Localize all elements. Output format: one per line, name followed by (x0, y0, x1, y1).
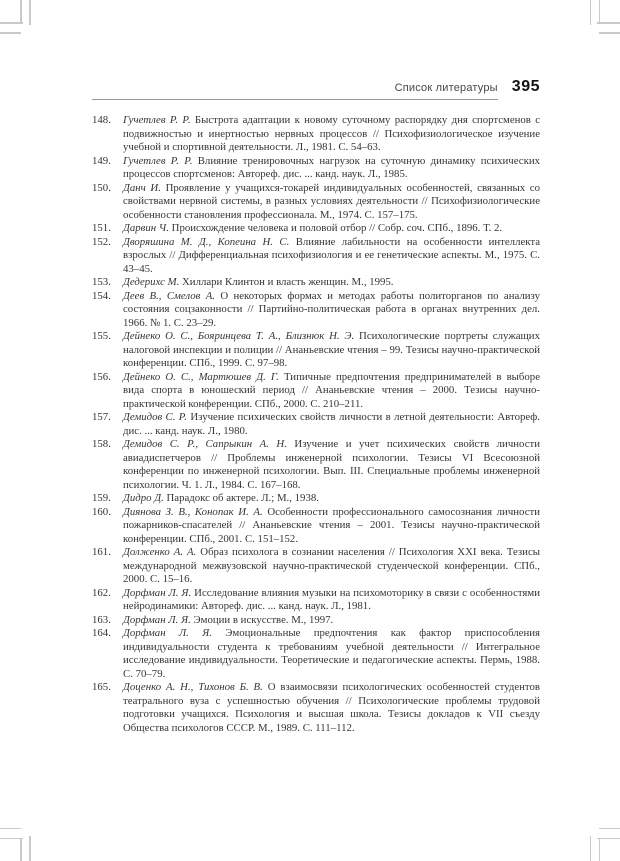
reference-text: Эмоции в искусстве. М., 1997. (193, 613, 334, 626)
reference-text: Типичные предпочтения предпринимателей в выборе вида спорта в юношеский период // Ананьевские чтения – 2000. Тезисы научно-практической конференции. СПб., 2000. С. 210–211. (123, 370, 541, 410)
reference-item (92, 614, 540, 628)
reference-item (92, 506, 540, 547)
reference-item (92, 492, 540, 506)
reference-authors: Дейнеко О. С., Бояринцева Т. А., Близнюк Н. Э. (123, 330, 355, 342)
reference-text: Хиллари Клинтон и власть женщин. М., 1995. (182, 276, 394, 288)
crop-mark-bottom-right-vertical (599, 838, 601, 861)
reference-item (92, 546, 540, 587)
reference-number: 160. (92, 505, 111, 518)
reference-number: 151. (92, 222, 111, 234)
reference-item (92, 438, 540, 492)
reference-text: Быстрота адаптации к новому суточному распорядку дня спортсменов с подвижностью и инертностью нервных процессов // Психофизиологическое изучение учебной и спортивной деятельности. Л., 1981. С. 54–63. (123, 114, 540, 153)
reference-authors: Диянова З. В., Конопак И. А. (123, 505, 263, 518)
reference-authors: Дидро Д. (123, 492, 164, 504)
reference-item (92, 411, 540, 438)
reference-number: 152. (92, 235, 111, 248)
reference-text: Влияние лабильности на особенности интеллекта взрослых // Дифференциальная психофизиология и ее генетические аспекты. М., 1975. С. 43–45. (123, 235, 540, 275)
crop-mark-top-right-vertical (599, 0, 601, 23)
reference-authors: Дейнеко О. С., Мартюшев Д. Г. (123, 370, 279, 383)
crop-mark-top-left-vertical (20, 0, 22, 23)
crop-mark-bottom-left-horizontal (0, 838, 23, 840)
reference-item (92, 114, 540, 155)
reference-text: О взаимосвязи психологических особенностей студентов театрального вуза с успешностью обучения // Психологические проблемы трудовой подготовки учащихся. Психология и высшая школа. Тезисы докладов к VII съезду Общества психологов СССР. М., 1989. С. 111–112. (123, 681, 541, 734)
reference-number: 165. (92, 681, 111, 693)
reference-item (92, 182, 540, 223)
reference-text: Изучение психических свойств личности в летной деятельности: Автореф. дис. ... канд. наук. Л., 1980. (123, 411, 541, 437)
reference-item (92, 222, 540, 236)
reference-text: Проявление у учащихся-токарей индивидуальных особенностей, связанных со свойствами нервной системы, в разных условиях деятельности // Психофизиологические особенности становления профессионала. М., 1974. С. 157–175. (123, 181, 540, 221)
reference-text: Особенности профессионального самосознания личности пожарников-спасателей // Ананьевские чтения – 2001. Тезисы научно-практической конференции. СПб., 2001. С. 151–152. (123, 505, 541, 545)
crop-mark-top-right-horizontal-offset (599, 32, 620, 34)
crop-mark-bottom-right-horizontal-offset (599, 828, 620, 830)
page-header (92, 78, 540, 100)
reference-item (92, 587, 540, 614)
crop-mark-top-left-horizontal-offset (0, 32, 21, 34)
reference-number: 149. (92, 154, 111, 167)
reference-item (92, 681, 540, 735)
reference-authors: Дворяшина М. Д., Копеина Н. С. (123, 235, 290, 248)
reference-number: 148. (92, 114, 111, 126)
reference-authors: Дорфман Л. Я. (123, 613, 191, 626)
reference-authors: Деев В., Смелов А. (123, 289, 215, 302)
reference-authors: Гучетлев Р. Р. (123, 114, 191, 126)
reference-item (92, 276, 540, 290)
reference-text: Изучение и учет психических свойств личности авиадиспетчеров // Проблемы инженерной психологии. Тезисы VI Всесоюзной конференции по инженерной психологии. Вып. III. Специальные проблемы инженерной психологии. Ч. 1. Л., 1984. С. 167–168. (123, 438, 540, 491)
crop-mark-bottom-left-vertical-offset (29, 836, 31, 861)
reference-item (92, 330, 540, 371)
reference-text: Исследование влияния музыки на психомоторику в связи с особенностями нейродинамики: Автореф. дис. ... канд. наук. Л., 1981. (123, 586, 541, 612)
page-number: 395 (511, 78, 540, 95)
reference-authors: Дорфман Л. Я. (123, 586, 192, 599)
reference-number: 155. (92, 330, 111, 342)
reference-text: Образ психолога в сознании населения // Психология XXI века. Тезисы международной межвузовской научно-практической студенческой конференции. СПб., 2000. С. 15–16. (123, 546, 541, 585)
reference-authors: Демидов С. Р. (123, 411, 188, 423)
reference-item (92, 627, 540, 681)
reference-authors: Доценко А. Н., Тихонов Б. В. (123, 681, 263, 693)
crop-mark-top-left-vertical-offset (29, 0, 31, 25)
reference-item (92, 371, 540, 412)
reference-number: 150. (92, 181, 111, 194)
reference-text: Влияние тренировочных нагрузок на суточную динамику психических процессов спортсменов: Автореф. дис. ... канд. наук. Л., 1985. (123, 154, 540, 180)
reference-item (92, 290, 540, 331)
reference-authors: Дорфман Л. Я. (123, 627, 212, 639)
crop-mark-top-left-horizontal (0, 22, 23, 24)
reference-item (92, 236, 540, 277)
crop-mark-bottom-left-horizontal-offset (0, 828, 21, 830)
reference-number: 163. (92, 613, 111, 626)
reference-list (92, 114, 540, 735)
reference-text: Парадокс об актере. Л.; М., 1938. (166, 492, 319, 504)
reference-number: 157. (92, 411, 111, 423)
reference-number: 154. (92, 289, 111, 302)
reference-number: 159. (92, 492, 111, 504)
reference-authors: Дарвин Ч. (123, 222, 169, 234)
reference-number: 164. (92, 627, 111, 639)
crop-mark-top-right-horizontal (597, 22, 620, 24)
page-content (92, 78, 540, 735)
crop-mark-top-right-vertical-offset (590, 0, 592, 25)
reference-authors: Дедерихс М. (123, 276, 180, 288)
reference-text: Происхождение человека и половой отбор // Собр. соч. СПб., 1896. Т. 2. (171, 222, 503, 234)
reference-number: 162. (92, 586, 111, 599)
reference-text: Психологические портреты служащих налоговой инспекции и полиции // Ананьевские чтения – 99. Тезисы научно-практической конференции. СПб., 1999. С. 97–98. (123, 330, 540, 369)
crop-mark-bottom-right-horizontal (597, 838, 620, 840)
reference-authors: Долженко А. А. (123, 546, 197, 558)
reference-item (92, 155, 540, 182)
crop-mark-bottom-left-vertical (20, 838, 22, 861)
reference-text: О некоторых формах и методах работы политорганов по анализу состояния соцзаконности // Партийно-политическая работа в органах внутренних дел. 1966. № 1. С. 23–29. (123, 289, 540, 329)
header-rule (92, 78, 498, 100)
reference-authors: Данч И. (123, 181, 161, 194)
reference-authors: Демидов С. Р., Сапрыкин А. Н. (123, 438, 287, 450)
reference-number: 161. (92, 546, 111, 558)
reference-text: Эмоциональные предпочтения как фактор приспособления индивидуальности студента к требованиям учебной деятельности // Интегральное исследование индивидуальности. Теоретические и педагогические аспекты. Пермь, 1988. С. 70–79. (123, 627, 540, 680)
section-title: Список литературы (394, 82, 498, 94)
reference-number: 153. (92, 276, 111, 288)
reference-number: 156. (92, 370, 111, 383)
crop-mark-bottom-right-vertical-offset (590, 836, 592, 861)
reference-number: 158. (92, 438, 111, 450)
reference-authors: Гучетлев Р. Р. (123, 154, 193, 167)
